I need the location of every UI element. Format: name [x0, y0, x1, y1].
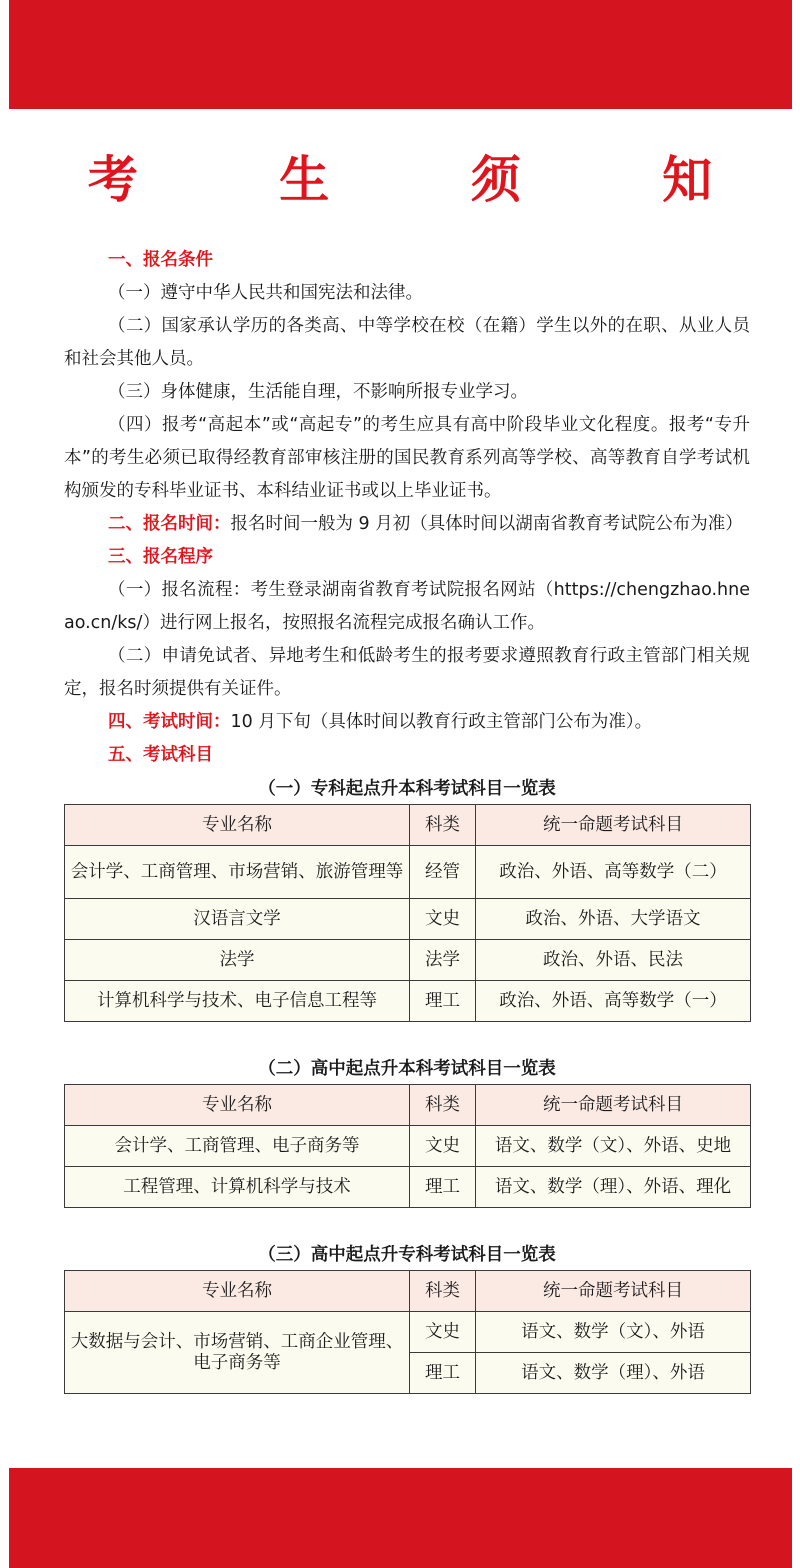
cell-subjects: 政治、外语、民法 [476, 940, 751, 981]
page-title: 考 生 须 知 [87, 151, 775, 209]
cell-major: 法学 [65, 940, 410, 981]
section-4-text: 10 月下旬（具体时间以教育行政主管部门公布为准）。 [230, 712, 653, 732]
table-header-row [65, 1271, 751, 1312]
section-1-heading: 一、报名条件 [108, 250, 213, 270]
table-row [65, 899, 751, 940]
cell-subjects: 政治、外语、高等数学（二） [476, 846, 751, 899]
section-1-item-2: （二）国家承认学历的各类高、中等学校在校（在籍）学生以外的在职、从业人员和社会其他人员。 [64, 316, 750, 369]
cell-major: 工程管理、计算机科学与技术 [65, 1167, 410, 1208]
table-row [65, 981, 751, 1022]
section-5-heading: 五、考试科目 [108, 745, 213, 765]
table-2-caption: （二）高中起点升本科考试科目一览表 [258, 1059, 556, 1079]
cell-category: 理工 [410, 981, 476, 1022]
table-header-row [65, 805, 751, 846]
cell-major: 大数据与会计、市场营销、工商企业管理、电子商务等 [65, 1312, 410, 1394]
table-3 [64, 1270, 751, 1394]
cell-category: 经管 [410, 846, 476, 899]
section-3-item-2: （二）申请免试者、异地考生和低龄考生的报考要求遵照教育行政主管部门相关规定，报名时须提供有关证件。 [64, 646, 750, 699]
header-major: 专业名称 [65, 1085, 410, 1126]
cell-subjects: 语文、数学（文）、外语 [476, 1312, 751, 1353]
cell-subjects: 语文、数学（理）、外语 [476, 1353, 751, 1394]
table-2 [64, 1084, 751, 1208]
top-banner [9, 0, 792, 109]
cell-major: 会计学、工商管理、电子商务等 [65, 1126, 410, 1167]
header-major: 专业名称 [65, 805, 410, 846]
section-2-heading: 二、报名时间： [108, 514, 231, 534]
section-1-item-4: （四）报考“高起本”或“高起专”的考生应具有高中阶段毕业文化程度。报考“专升本”的考生必须已取得经教育部审核注册的国民教育系列高等学校、高等教育自学考试机构颁发的专科毕业证书、本科结业证书或以上毕业证书。 [64, 415, 750, 501]
header-subjects: 统一命题考试科目 [476, 1085, 751, 1126]
section-3-heading: 三、报名程序 [108, 547, 213, 567]
header-subjects: 统一命题考试科目 [476, 805, 751, 846]
header-category: 科类 [410, 1271, 476, 1312]
notice-content [64, 244, 750, 1394]
table-row [65, 1167, 751, 1208]
table-1 [64, 804, 751, 1022]
section-4-heading: 四、考试时间： [108, 712, 231, 732]
cell-major: 计算机科学与技术、电子信息工程等 [65, 981, 410, 1022]
section-1-item-3: （三）身体健康，生活能自理，不影响所报专业学习。 [108, 382, 528, 402]
table-1-caption: （一）专科起点升本科考试科目一览表 [258, 779, 556, 799]
table-row [65, 846, 751, 899]
section-2 [64, 508, 750, 541]
header-category: 科类 [410, 805, 476, 846]
cell-major: 汉语言文学 [65, 899, 410, 940]
cell-category: 文史 [410, 899, 476, 940]
cell-category: 法学 [410, 940, 476, 981]
cell-category: 文史 [410, 1312, 476, 1353]
header-major: 专业名称 [65, 1271, 410, 1312]
bottom-banner [9, 1468, 792, 1568]
section-3-item-1: （一）报名流程：考生登录湖南省教育考试院报名网站（https://chengzhao.hneao.cn/ks/）进行网上报名，按照报名流程完成报名确认工作。 [64, 580, 750, 633]
table-header-row [65, 1085, 751, 1126]
header-category: 科类 [410, 1085, 476, 1126]
section-1-item-1: （一）遵守中华人民共和国宪法和法律。 [108, 283, 423, 303]
section-4 [64, 706, 750, 739]
cell-category: 文史 [410, 1126, 476, 1167]
section-2-text: 报名时间一般为 9 月初（具体时间以湖南省教育考试院公布为准） [230, 514, 743, 534]
cell-subjects: 语文、数学（文）、外语、史地 [476, 1126, 751, 1167]
table-row [65, 1126, 751, 1167]
cell-category: 理工 [410, 1353, 476, 1394]
table-row [65, 940, 751, 981]
cell-major: 会计学、工商管理、市场营销、旅游管理等 [65, 846, 410, 899]
table-row [65, 1312, 751, 1353]
cell-category: 理工 [410, 1167, 476, 1208]
table-3-caption: （三）高中起点升专科考试科目一览表 [258, 1245, 556, 1265]
cell-subjects: 语文、数学（理）、外语、理化 [476, 1167, 751, 1208]
cell-subjects: 政治、外语、大学语文 [476, 899, 751, 940]
cell-subjects: 政治、外语、高等数学（一） [476, 981, 751, 1022]
header-subjects: 统一命题考试科目 [476, 1271, 751, 1312]
